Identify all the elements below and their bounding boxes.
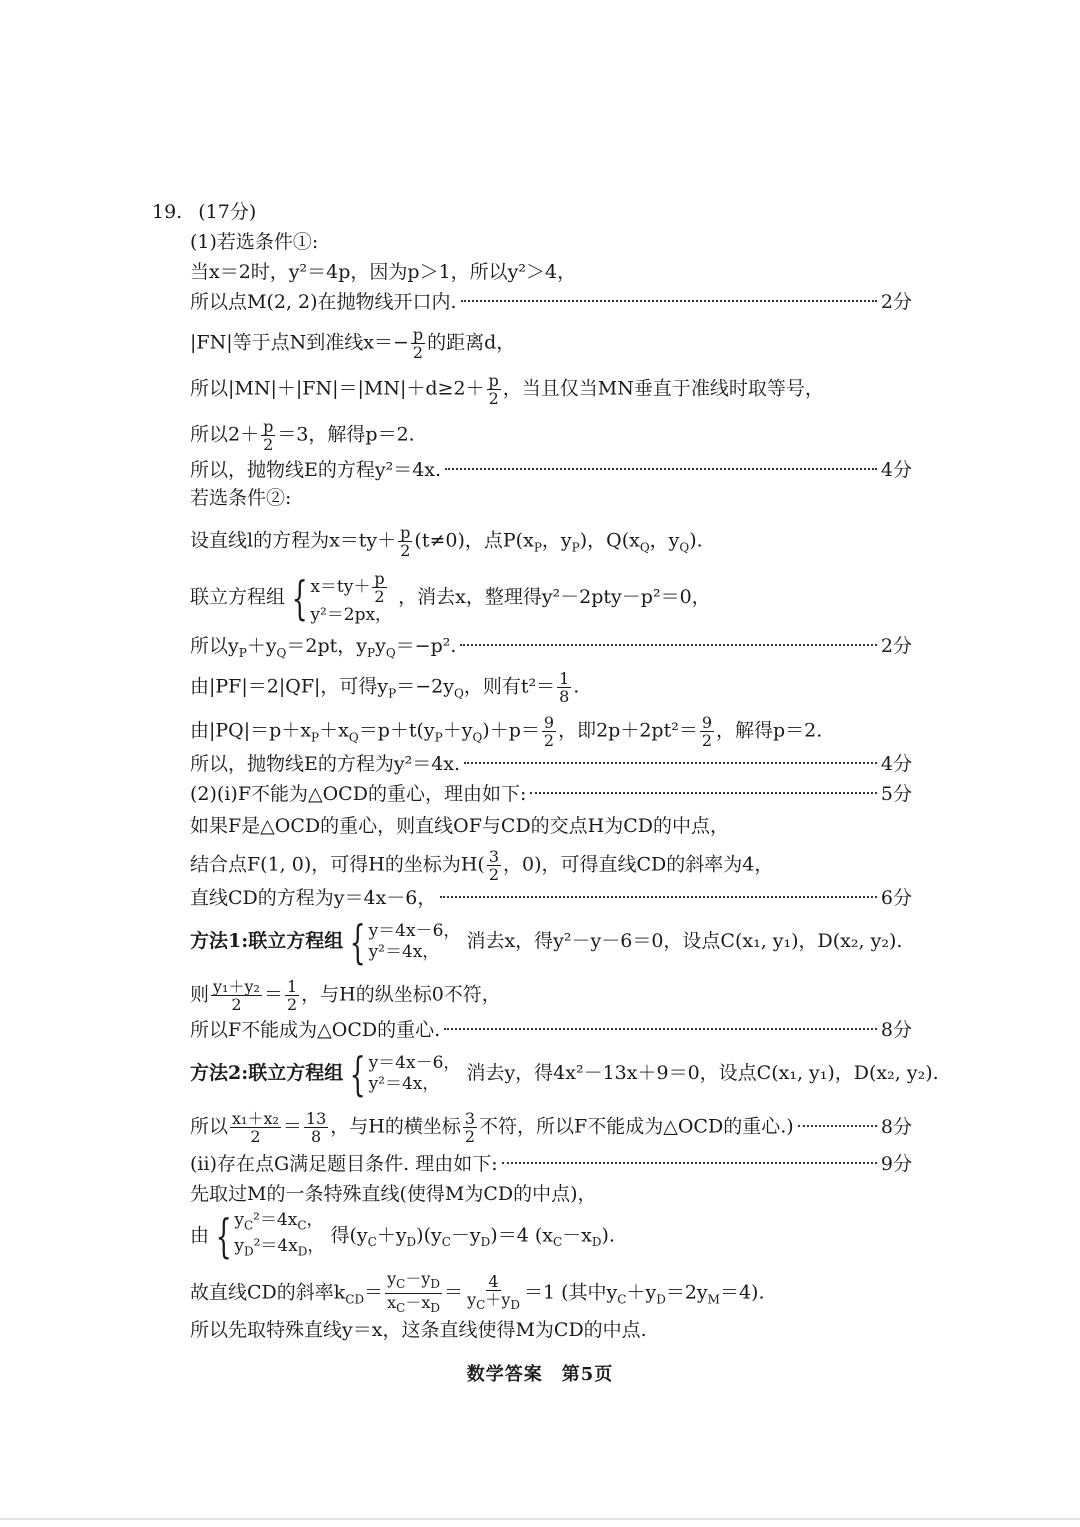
score-label: 5分 [880,783,912,805]
seg: －x [562,1224,592,1247]
equation-system [291,570,392,626]
line-9-text-b: (t≠0)，点P(x [414,529,534,552]
seg: ＝2pt，y [286,635,368,657]
row-text: x＝ty＋ [310,577,371,597]
subscript: Q [679,540,690,555]
seg: －y [450,1224,481,1247]
seg: ＝ [282,1115,302,1138]
frac-den: 2 [263,435,274,454]
line-20 [190,978,912,1013]
line-18 [190,884,912,912]
frac-den: 2 [374,587,385,606]
fraction-13-over-8 [304,1110,328,1145]
line-11-text [190,632,456,667]
line-13 [190,714,912,751]
line-10-text-b: ，消去x，整理得y²－2pty－p²＝0， [398,586,711,608]
seg: ，0)，可得直线CD的斜率为4， [503,853,774,876]
seg: ，解得p＝2. [716,719,823,742]
seg: － [405,1293,422,1313]
equation-system [349,915,461,969]
subscript: Q [348,730,359,745]
brace-icon: { [349,1047,366,1101]
seg: 由 [190,1224,210,1247]
brace-icon: { [291,571,308,625]
seg: ＋ [485,1290,502,1310]
seg: 由|PQ|＝p＋x [190,719,312,742]
line-28: 所以先取特殊直线y＝x，这条直线使得M为CD的中点. [190,1319,647,1341]
score-label: 8分 [880,1115,912,1138]
seg: 消去y，得4x²－13x＋9＝0，设点C(x₁, y₁)，D(x₂, y₂). [466,1062,939,1084]
frac-num: x₁＋x₂ [232,1109,279,1128]
seg: ＝4). [719,1281,765,1304]
line-3 [190,288,912,316]
subscript: C [552,1235,563,1250]
seg: y [501,1290,511,1310]
subscript: D [430,1277,441,1292]
leader-dots [798,1124,877,1127]
frac-den: 8 [559,687,570,706]
seg: )(y [416,1224,442,1247]
line-7-text: 所以，抛物线E的方程y²＝4x. [190,459,442,481]
leader-dots [440,895,877,898]
seg: ²＝4x [253,1236,298,1257]
leader-dots [530,791,877,794]
subscript: Q [276,645,287,660]
line-24-text: (ii)存在点G满足题目条件. 理由如下: [190,1153,498,1175]
seg: ). [601,1224,615,1247]
frac-den: 2 [488,865,500,884]
fraction-p-over-2 [261,418,275,453]
line-6-text-b: ＝3，解得p＝2. [277,423,415,446]
frac-den: 2 [464,1127,476,1146]
subscript: P [238,645,247,660]
seg: 不符，所以F不能成为△OCD的重心.) [479,1115,794,1138]
line-5-text-a: 所以|MN|＋|FN|＝|MN|＋d≥2＋ [190,377,485,400]
frac-num: p [400,523,411,542]
subscript: D [480,1235,491,1250]
frac-den: 2 [400,541,411,560]
line-3-text: 所以点M(2, 2)在抛物线开口内. [190,291,457,313]
seg: 结合点F(1, 0)，可得H的坐标为H( [190,853,485,876]
frac-num: 13 [305,1109,327,1128]
line-23 [190,1110,912,1145]
seg: ， [306,1210,324,1230]
system-row-2 [234,1236,324,1262]
frac-den: 2 [543,731,555,750]
line-2: 当x＝2时，y²＝4p，因为p＞1，所以y²＞4， [190,261,577,283]
brace-icon: { [215,1209,232,1264]
seg: ＝−2y [396,675,454,698]
line-5 [190,372,912,407]
subscript: Q [639,540,650,555]
equation-system [215,1210,324,1263]
seg: ＝p＋t(y [358,719,435,742]
fraction-9-over-2 [542,714,556,749]
frac-den: 2 [250,1127,261,1146]
line-6 [190,418,912,453]
page-bottom-divider [0,1518,1080,1520]
line-19 [190,915,912,969]
seg: ， [307,1236,325,1257]
subscript: Q [385,645,396,660]
line-18-text: 直线CD的方程为y＝4x－6， [190,887,437,909]
system-rows [369,921,461,963]
subscript: Q [453,686,464,701]
line-21-text: 所以F不能成为△OCD的重心. [190,1019,441,1041]
fraction-1-over-8 [557,670,571,705]
seg: x [387,1293,397,1313]
line-15 [190,780,912,808]
frac-den [385,1294,442,1317]
page-footer: 数学答案 第5页 [466,1364,614,1385]
subscript: C [396,1301,406,1316]
subscript: C [441,1235,451,1250]
seg: ＝ [263,983,283,1006]
score-label: 9分 [880,1153,912,1175]
frac-num: 3 [464,1109,476,1128]
subscript: M [707,1292,720,1307]
system-row-2: y²＝4x， [368,942,440,962]
system-rows [310,570,392,626]
fraction-p-over-2 [411,326,425,361]
frac-num: 3 [488,847,500,866]
line-26 [190,1210,912,1267]
line-9-text-e: ，y [649,529,680,552]
subscript: D [656,1292,666,1307]
line-9-text-f: ). [689,529,703,552]
leader-dots [502,1161,877,1164]
line-23-text [190,1110,794,1145]
line-17 [190,848,912,883]
score-label: 4分 [880,753,912,775]
line-16: 如果F是△OCD的重心，则直线OF与CD的交点H为CD的中点， [190,815,730,837]
frac-den: 2 [412,343,424,362]
seg: y [234,1236,244,1257]
line-6-text-a: 所以2＋ [190,423,260,446]
seg: 所以 [190,1115,229,1138]
system-row-1 [234,1210,324,1236]
score-label: 6分 [880,887,912,909]
seg: y [387,1269,397,1288]
seg: )＋p＝ [482,719,540,742]
system-rows [234,1210,324,1263]
frac-num: p [488,371,499,390]
frac-den: 2 [701,731,713,750]
leader-dots [461,299,877,302]
fraction-p-over-2 [372,570,386,605]
system-rows [369,1053,461,1095]
frac-den: 2 [286,995,298,1014]
line-14-text: 所以，抛物线E的方程为y²＝4x. [190,753,461,775]
subscript: D [591,1235,602,1250]
seg: x [421,1293,431,1313]
subscript: P [571,540,580,555]
score-label: 4分 [880,459,912,481]
seg: ，则有t²＝ [463,675,556,698]
subscript: C [476,1298,486,1313]
subscript: C [367,1235,377,1250]
line-24 [190,1150,912,1178]
subscript: Q [472,730,483,745]
line-8: 若选条件②: [190,487,292,509]
seg: ＝ [444,1281,464,1304]
line-27 [190,1270,912,1321]
fraction-3-over-2 [463,1110,477,1145]
seg: y [375,635,386,657]
frac-num: p [412,325,424,344]
frac-num: 9 [701,713,713,732]
seg: 消去x，得y²－y－6＝0，设点C(x₁, y₁)，D(x₂, y₂). [466,930,903,952]
frac-num: 9 [543,713,555,732]
seg: ＝−p². [395,635,457,657]
subscript: C [243,1218,254,1233]
fraction-4-over-ysum [465,1273,522,1314]
line-9 [190,524,912,561]
frac-num: 4 [488,1272,499,1292]
line-22 [190,1047,939,1101]
subscript: D [510,1298,520,1313]
seg: ，即2p＋2pt²＝ [558,719,698,742]
subscript: D [297,1244,308,1259]
line-11 [190,632,912,667]
seg: . [573,675,580,698]
line-1: (1)若选条件①: [190,231,319,253]
seg: ＝ [364,1281,384,1304]
frac-num: p [263,417,274,436]
line-7 [190,456,912,484]
seg: y [467,1290,477,1310]
subscript: C [617,1292,627,1307]
problem-number: 19. [152,201,183,223]
score-label: 2分 [880,635,912,657]
frac-num: 1 [559,669,570,688]
subscript: C [396,1277,406,1292]
seg: 所以y [190,635,239,657]
problem-header [152,198,912,226]
frac-num: p [374,569,385,588]
seg: ，与H的纵坐标0不符， [301,983,501,1006]
subscript: P [367,645,376,660]
subscript: CD [345,1292,365,1307]
seg: 由|PF|＝2|QF|，可得y [190,675,389,698]
seg: ＝2y [665,1281,708,1304]
line-21 [190,1016,912,1044]
system-row-1: y＝4x－6， [368,921,461,941]
seg: ²＝4x [253,1210,298,1230]
score-label: 8分 [880,1019,912,1041]
leader-dots [444,1027,877,1030]
seg: ＋y [442,719,473,742]
seg: ＋y [626,1281,657,1304]
system-row-2: y²＝2px， [310,605,393,625]
seg: 得(y [330,1224,368,1247]
seg: 故直线CD的斜率k [190,1281,346,1304]
line-9-text-c: ，y [541,529,572,552]
system-row-1: y＝4x－6， [368,1053,461,1073]
line-9-text-a: 设直线l的方程为x＝ty＋ [190,529,397,552]
subscript: D [406,1235,417,1250]
brace-icon: { [349,915,366,969]
frac-num: y₁＋y₂ [213,977,260,996]
line-14 [190,750,912,778]
score-label: 2分 [880,291,912,313]
line-25: 先取过M的一条特殊直线(使得M为CD的中点)， [190,1183,597,1205]
seg: )＝4 (x [490,1224,553,1247]
seg: ＋y [246,635,277,657]
subscript: C [297,1218,307,1233]
subscript: D [430,1301,441,1316]
line-9-text-d: )，Q(x [579,529,640,552]
method-1-label: 方法1:联立方程组 [190,930,344,952]
equation-system [349,1047,461,1101]
frac-num [385,1270,442,1294]
seg: y [421,1269,431,1288]
seg: ＋y [376,1224,407,1247]
subscript: P [311,730,320,745]
seg: y [234,1210,244,1230]
frac-den: 8 [311,1127,322,1146]
seg: ＝1 (其中y [523,1281,618,1304]
frac-den: 2 [231,995,242,1014]
seg: ，与H的横坐标 [330,1115,461,1138]
problem-points: (17分) [198,201,257,223]
seg: － [405,1269,422,1288]
subscript: D [243,1244,254,1259]
fraction-9-over-2 [700,714,714,749]
seg: 则 [190,983,210,1006]
line-5-text-b: ，当且仅当MN垂直于准线时取等号， [502,377,824,400]
fraction-p-over-2 [398,524,412,559]
leader-dots [460,643,876,646]
fraction-p-over-2 [487,372,501,407]
leader-dots [445,467,877,470]
frac-den [465,1291,522,1314]
fraction-dy-over-dx [385,1270,442,1317]
frac-num: 1 [286,977,298,996]
system-row-2: y²＝4x， [368,1074,440,1094]
line-4-text-b: 的距离d， [427,331,516,354]
subscript: P [434,730,443,745]
frac-den: 2 [488,389,499,408]
fraction-y-sum-over-2 [211,978,262,1013]
system-row-1 [310,570,392,605]
line-12 [190,670,912,707]
line-10-text-a: 联立方程组 [190,586,286,608]
line-15-text: (2)(i)F不能为△OCD的重心，理由如下: [190,783,527,805]
fraction-1-over-2 [285,978,299,1013]
line-4-text-a: |FN|等于点N到准线x＝− [190,331,409,354]
leader-dots [464,761,877,764]
line-10 [190,570,912,626]
fraction-x-sum-over-2 [230,1110,281,1145]
subscript: P [388,686,397,701]
fraction-3-over-2 [487,848,501,883]
line-4 [190,326,912,361]
seg: ＋x [319,719,349,742]
subscript: P [533,540,542,555]
method-2-label: 方法2:联立方程组 [190,1062,344,1084]
